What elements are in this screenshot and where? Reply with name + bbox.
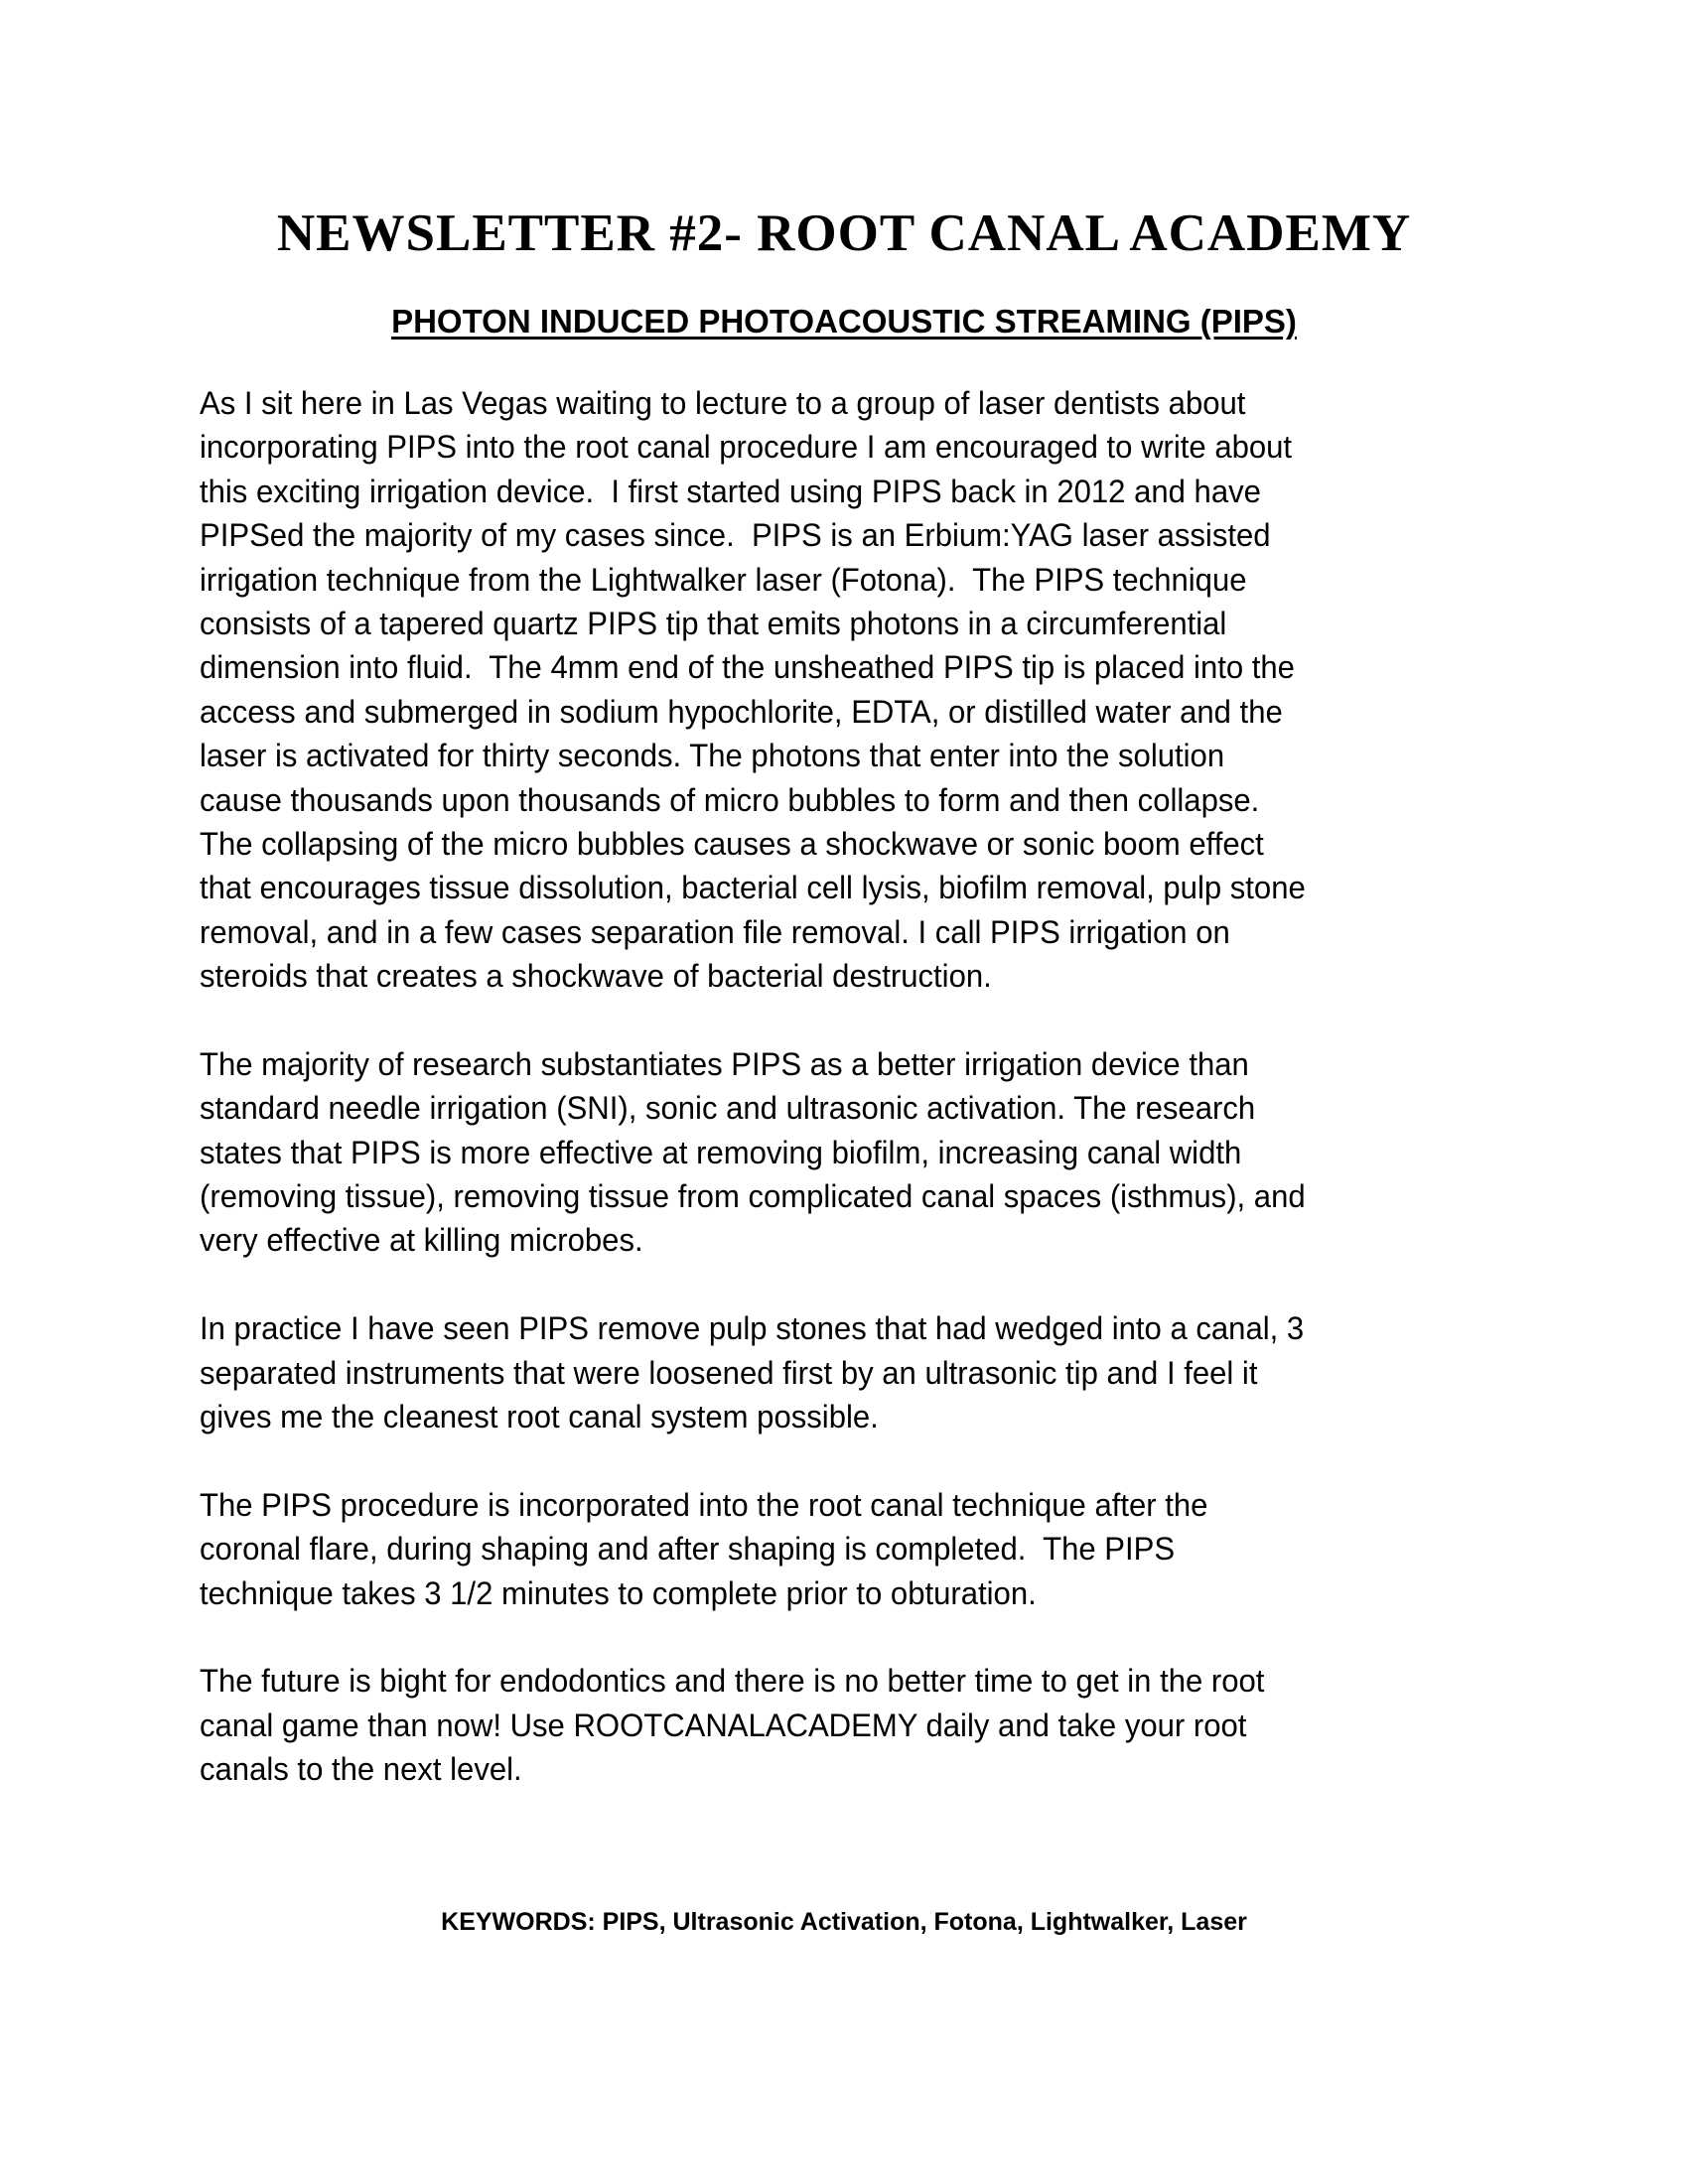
paragraph-procedure bbox=[200, 1483, 1550, 1615]
text-line: technique takes 3 1/2 minutes to complete prior to obturation. bbox=[200, 1574, 1037, 1611]
text-line: states that PIPS is more effective at removing biofilm, increasing canal width bbox=[200, 1134, 1242, 1170]
text-line: The PIPS procedure is incorporated into the root canal technique after the bbox=[200, 1486, 1208, 1523]
article-body bbox=[200, 381, 1550, 1836]
text-line: consists of a tapered quartz PIPS tip that emits photons in a circumferential bbox=[200, 605, 1227, 641]
text-line: steroids that creates a shockwave of bacterial destruction. bbox=[200, 958, 992, 995]
text-line: The majority of research substantiates PIPS as a better irrigation device than bbox=[200, 1045, 1249, 1082]
text-line: canals to the next level. bbox=[200, 1751, 522, 1788]
keywords-line: KEYWORDS: PIPS, Ultrasonic Activation, Fotona, Lightwalker, Laser bbox=[441, 1908, 1247, 1936]
text-line: cause thousands upon thousands of micro bubbles to form and then collapse. bbox=[200, 781, 1260, 818]
text-line: very effective at killing microbes. bbox=[200, 1222, 643, 1259]
paragraph-intro bbox=[200, 381, 1550, 998]
text-line: coronal flare, during shaping and after shaping is completed. The PIPS bbox=[200, 1531, 1176, 1568]
text-line: As I sit here in Las Vegas waiting to lecture to a group of laser dentists about bbox=[200, 385, 1246, 421]
paragraph-research bbox=[200, 1042, 1550, 1263]
paragraph-future bbox=[200, 1659, 1550, 1791]
article-subtitle bbox=[0, 300, 1688, 343]
text-line: dimension into fluid. The 4mm end of the unsheathed PIPS tip is placed into the bbox=[200, 649, 1295, 686]
text-line: this exciting irrigation device. I first started using PIPS back in 2012 and have bbox=[200, 473, 1261, 509]
text-line: separated instruments that were loosened first by an ultrasonic tip and I feel it bbox=[200, 1354, 1258, 1391]
text-line: removal, and in a few cases separation file removal. I call PIPS irrigation on bbox=[200, 913, 1230, 950]
text-line: PIPSed the majority of my cases since. PIPS is an Erbium:YAG laser assisted bbox=[200, 517, 1271, 554]
newsletter-title: NEWSLETTER #2- ROOT CANAL ACADEMY bbox=[276, 205, 1412, 262]
text-line: gives me the cleanest root canal system possible. bbox=[200, 1398, 879, 1434]
paragraph-practice bbox=[200, 1306, 1550, 1438]
text-line: that encourages tissue dissolution, bacterial cell lysis, biofilm removal, pulp stone bbox=[200, 870, 1306, 906]
text-line: laser is activated for thirty seconds. The photons that enter into the solution bbox=[200, 738, 1225, 774]
text-line: The future is bight for endodontics and there is no better time to get in the root bbox=[200, 1663, 1265, 1700]
text-line: canal game than now! Use ROOTCANALACADEMY daily and take your root bbox=[200, 1706, 1247, 1743]
text-line: In practice I have seen PIPS remove pulp stones that had wedged into a canal, 3 bbox=[200, 1310, 1305, 1347]
text-line: The collapsing of the micro bubbles causes a shockwave or sonic boom effect bbox=[200, 825, 1264, 862]
text-line: standard needle irrigation (SNI), sonic and ultrasonic activation. The research bbox=[200, 1090, 1256, 1127]
text-line: access and submerged in sodium hypochlorite, EDTA, or distilled water and the bbox=[200, 693, 1283, 730]
article-subtitle-text: PHOTON INDUCED PHOTOACOUSTIC STREAMING (PIPS) bbox=[391, 303, 1297, 340]
text-line: (removing tissue), removing tissue from complicated canal spaces (isthmus), and bbox=[200, 1178, 1306, 1215]
text-line: incorporating PIPS into the root canal procedure I am encouraged to write about bbox=[200, 429, 1293, 466]
text-line: irrigation technique from the Lightwalker laser (Fotona). The PIPS technique bbox=[200, 561, 1247, 598]
